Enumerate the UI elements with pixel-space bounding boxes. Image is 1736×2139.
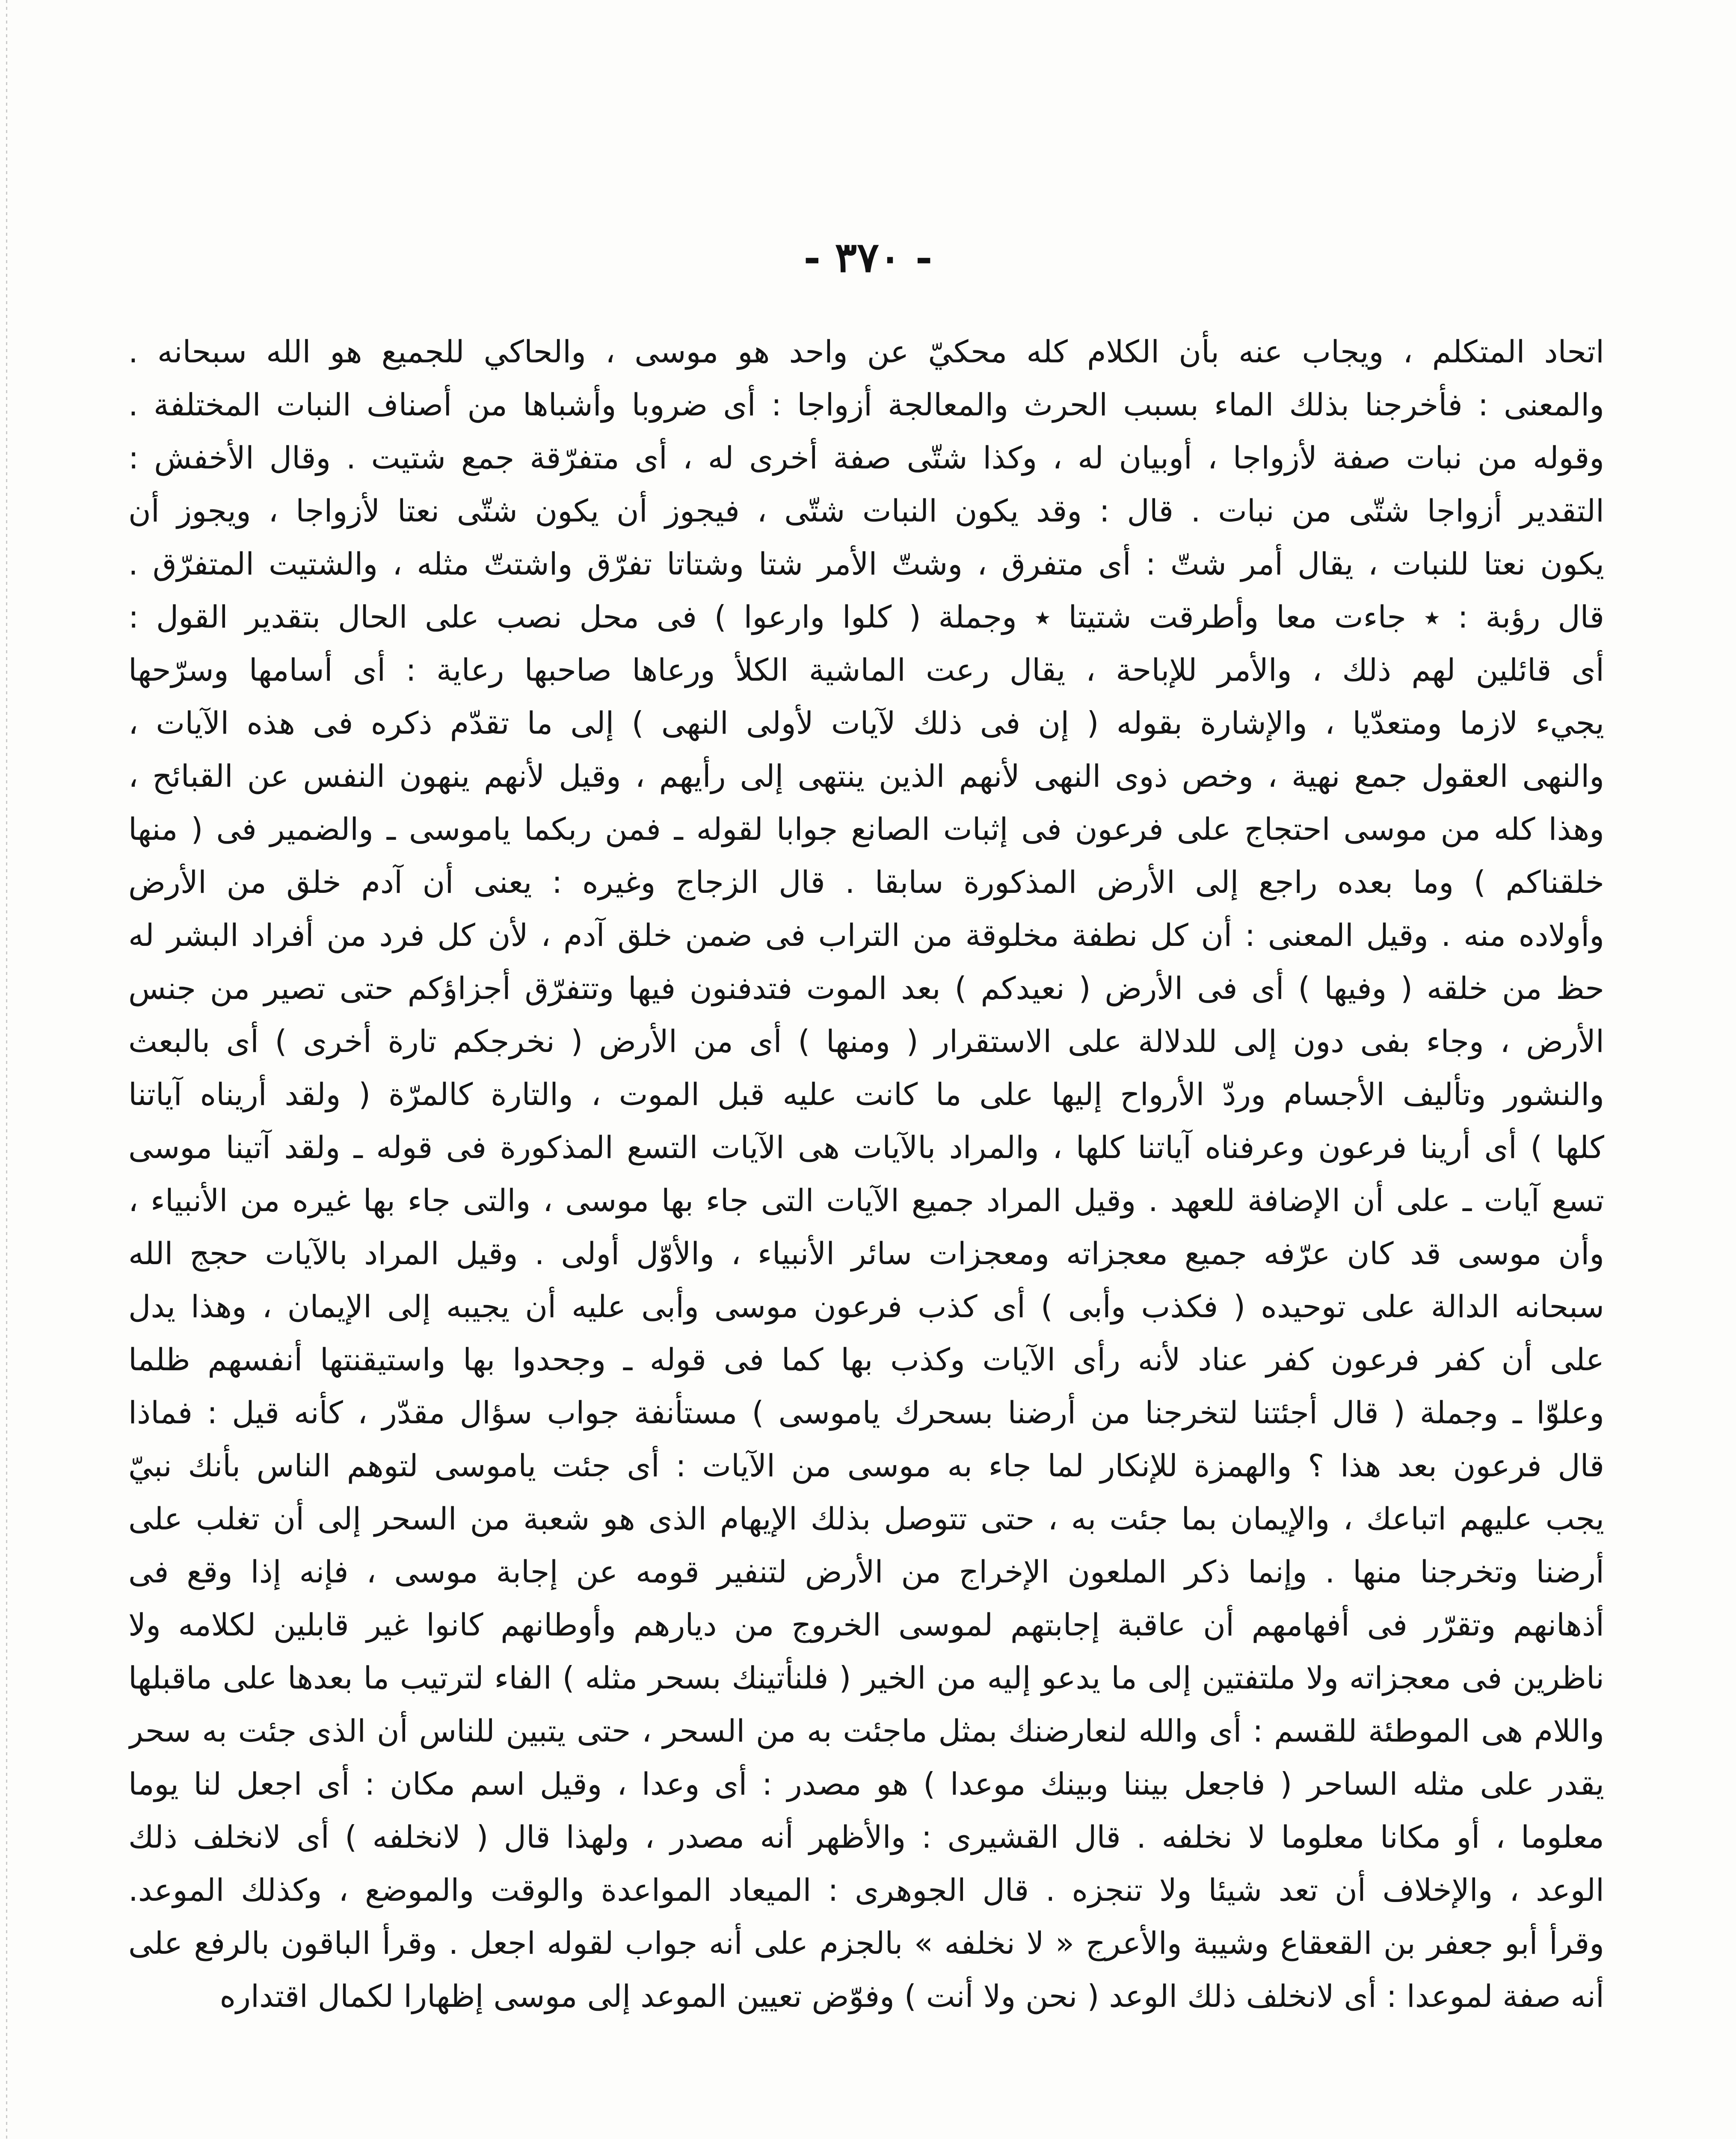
text-line: والنشور وتأليف الأجسام وردّ الأرواح إليها على ما كانت عليه قبل الموت ، والتارة كالمرّة ( ولقد أريناه آياتنا [128, 1076, 1604, 1112]
text-line: يكون نعتا للنبات ، يقال أمر شتّ : أى متفرق ، وشتّ الأمر شتا وشتاتا تفرّق واشتتّ مثله ، والشتيت المتفرّق . [128, 546, 1604, 582]
text-line: الأرض ، وجاء بفى دون إلى للدلالة على الاستقرار ( ومنها ) أى من الأرض ( نخرجكم تارة أخرى ) أى بالبعث [128, 1023, 1604, 1059]
text-line: أرضنا وتخرجنا منها . وإنما ذكر الملعون الإخراج من الأرض لتنفير قومه عن إجابة موسى ، فإنه إذا وقع فى [128, 1554, 1604, 1590]
text-line: وقوله من نبات صفة لأزواجا ، أوبيان له ، وكذا شتّى صفة أخرى له ، أى متفرّقة جمع شتيت . وقال الأخفش : [128, 440, 1604, 476]
text-line: وعلوّا ـ وجملة ( قال أجئتنا لتخرجنا من أرضنا بسحرك ياموسى ) مستأنفة جواب سؤال مقدّر ، كأنه قيل : فماذا [128, 1395, 1604, 1431]
text-line: كلها ) أى أرينا فرعون وعرفناه آياتنا كلها ، والمراد بالآيات هى الآيات التسع المذكورة فى قوله ـ ولقد آتينا موسى [128, 1129, 1604, 1165]
scan-edge-mark [6, 0, 7, 2139]
text-line: معلوما ، أو مكانا معلوما لا نخلفه . قال القشيرى : والأظهر أنه مصدر ، ولهذا قال ( لانخلفه ) أى لانخلف ذلك [128, 1819, 1604, 1855]
text-line: التقدير أزواجا شتّى من نبات . قال : وقد يكون النبات شتّى ، فيجوز أن يكون شتّى نعتا لأزواجا ، ويجوز أن [128, 493, 1604, 529]
text-line: قال فرعون بعد هذا ؟ والهمزة للإنكار لما جاء به موسى من الآيات : أى جئت ياموسى لتوهم الناس بأنك نبيّ [128, 1448, 1604, 1484]
body-text [128, 325, 1604, 2023]
text-line: خلقناكم ) وما بعده راجع إلى الأرض المذكورة سابقا . قال الزجاج وغيره : يعنى أن آدم خلق من الأرض [128, 864, 1604, 900]
text-line: وقرأ أبو جعفر بن القعقاع وشيبة والأعرج « لا نخلفه » بالجزم على أنه جواب لقوله اجعل . وقرأ الباقون بالرفع على [128, 1925, 1604, 1961]
text-line: حظ من خلقه ( وفيها ) أى فى الأرض ( نعيدكم ) بعد الموت فتدفنون فيها وتتفرّق أجزاؤكم حتى تصير من جنس [128, 970, 1604, 1006]
text-line: قال رؤبة : ٭ جاءت معا وأطرقت شتيتا ٭ وجملة ( كلوا وارعوا ) فى محل نصب على الحال بتقدير القول : [128, 599, 1604, 635]
text-line: أذهانهم وتقرّر فى أفهامهم أن عاقبة إجابتهم لموسى الخروج من ديارهم وأوطانهم كانوا غير قابلين لكلامه ولا [128, 1607, 1604, 1643]
text-line: على أن كفر فرعون كفر عناد لأنه رأى الآيات وكذب بها كما فى قوله ـ وجحدوا بها واستيقنتها أنفسهم ظلما [128, 1342, 1604, 1378]
text-line: اتحاد المتكلم ، ويجاب عنه بأن الكلام كله محكيّ عن واحد هو موسى ، والحاكي للجميع هو الله سبحانه . [128, 334, 1604, 370]
text-line: سبحانه الدالة على توحيده ( فكذب وأبى ) أى كذب فرعون موسى وأبى عليه أن يجيبه إلى الإيمان ، وهذا يدل [128, 1289, 1604, 1324]
text-line: واللام هى الموطئة للقسم : أى والله لنعارضنك بمثل ماجئت به من السحر ، حتى يتبين للناس أن الذى جئت به سحر [128, 1713, 1604, 1749]
text-line: يجيء لازما ومتعدّيا ، والإشارة بقوله ( إن فى ذلك لآيات لأولى النهى ) إلى ما تقدّم ذكره فى هذه الآيات ، [128, 705, 1604, 741]
text-line: أنه صفة لموعدا : أى لانخلف ذلك الوعد ( نحن ولا أنت ) وفوّض تعيين الموعد إلى موسى إظهارا لكمال اقتداره [219, 1978, 1604, 2014]
page-number: - ٣٧٠ - [803, 233, 933, 281]
text-line: والنهى العقول جمع نهية ، وخص ذوى النهى لأنهم الذين ينتهى إلى رأيهم ، وقيل لأنهم ينهون النفس عن القبائح ، [128, 758, 1604, 794]
text-line: وهذا كله من موسى احتجاج على فرعون فى إثبات الصانع جوابا لقوله ـ فمن ربكما ياموسى ـ والضمير فى ( منها [128, 811, 1604, 847]
text-line: والمعنى : فأخرجنا بذلك الماء بسبب الحرث والمعالجة أزواجا : أى ضروبا وأشباها من أصناف النبات المختلفة . [128, 387, 1604, 423]
text-line: يجب عليهم اتباعك ، والإيمان بما جئت به ، حتى تتوصل بذلك الإيهام الذى هو شعبة من السحر إلى أن تغلب على [128, 1501, 1604, 1537]
text-line: ناظرين فى معجزاته ولا ملتفتين إلى ما يدعو إليه من الخير ( فلنأتينك بسحر مثله ) الفاء لترتيب ما بعدها على ماقبلها [128, 1660, 1604, 1696]
text-line: وأن موسى قد كان عرّفه جميع معجزاته ومعجزات سائر الأنبياء ، والأوّل أولى . وقيل المراد بالآيات حجج الله [128, 1235, 1604, 1271]
text-line: يقدر على مثله الساحر ( فاجعل بيننا وبينك موعدا ) هو مصدر : أى وعدا ، وقيل اسم مكان : أى اجعل لنا يوما [128, 1766, 1604, 1802]
text-line: وأولاده منه . وقيل المعنى : أن كل نطفة مخلوقة من التراب فى ضمن خلق آدم ، لأن كل فرد من أفراد البشر له [128, 917, 1604, 953]
text-line: أى قائلين لهم ذلك ، والأمر للإباحة ، يقال رعت الماشية الكلأ ورعاها صاحبها رعاية : أى أسامها وسرّحها [128, 652, 1604, 688]
text-line: تسع آيات ـ على أن الإضافة للعهد . وقيل المراد جميع الآيات التى جاء بها موسى ، والتى جاء بها غيره من الأنبياء ، [128, 1182, 1604, 1218]
text-line: الوعد ، والإخلاف أن تعد شيئا ولا تنجزه . قال الجوهرى : الميعاد المواعدة والوقت والموضع ، وكذلك الموعد. [128, 1872, 1604, 1908]
